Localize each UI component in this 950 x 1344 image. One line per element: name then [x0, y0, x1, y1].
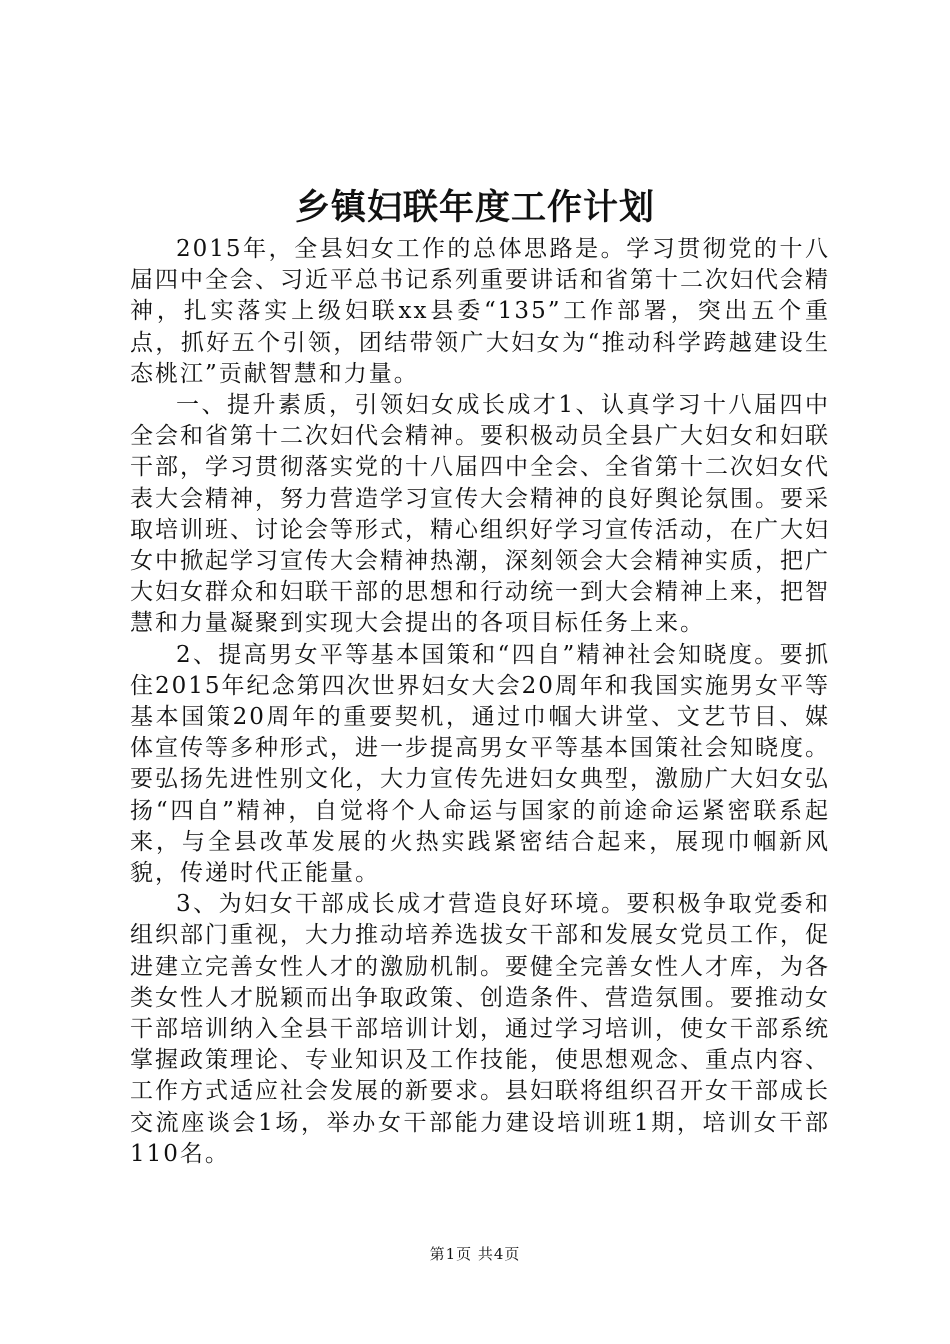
paragraph-section-3: 3、为妇女干部成长成才营造良好环境。要积极争取党委和组织部门重视，大力推动培养选拔女干部和发展女党员工作，促进建立完善女性人才的激励机制。要健全完善女性人才库，为各类女性人才脱颖而出争取政策、创造条件、营造氛围。要推动女干部培训纳入全县干部培训计划，通过学习培训，使女干部系统掌握政策理论、专业知识及工作技能，使思想观念、重点内容、工作方式适应社会发展的新要求。县妇联将组织召开女干部成长交流座谈会1场，举办女干部能力建设培训班1期，培训女干部110名。 [130, 891, 830, 1167]
document-title: 乡镇妇联年度工作计划 [294, 188, 655, 228]
paragraph-section-2: 2、提高男女平等基本国策和“四自”精神社会知晓度。要抓住2015年纪念第四次世界妇女大会20周年和我国实施男女平等基本国策20周年的重要契机，通过巾帼大讲堂、文艺节目、媒体宣传等多种形式，进一步提高男女平等基本国策社会知晓度。要弘扬先进性别文化，大力宣传先进妇女典型，激励广大妇女弘扬“四自”精神，自觉将个人命运与国家的前途命运紧密联系起来，与全县改革发展的火热实践紧密结合起来，展现巾帼新风貌，传递时代正能量。 [130, 641, 830, 887]
page-number: 第1页 共4页 [429, 1245, 521, 1263]
document-body [130, 234, 830, 1170]
paragraph-section-1: 一、提升素质，引领妇女成长成才1、认真学习十八届四中全会和省第十二次妇代会精神。要积极动员全县广大妇女和妇联干部，学习贯彻落实党的十八届四中全会、全省第十二次妇女代表大会精神，努力营造学习宣传大会精神的良好舆论氛围。要采取培训班、讨论会等形式，精心组织好学习宣传活动，在广大妇女中掀起学习宣传大会精神热潮，深刻领会大会精神实质，把广大妇女群众和妇联干部的思想和行动统一到大会精神上来，把智慧和力量凝聚到实现大会提出的各项目标任务上来。 [130, 392, 830, 637]
page-footer [0, 1244, 950, 1264]
paragraph-overview: 2015年，全县妇女工作的总体思路是。学习贯彻党的十八届四中全会、习近平总书记系列重要讲话和省第十二次妇代会精神，扎实落实上级妇联xx县委“135”工作部署，突出五个重点，抓好五个引领，团结带领广大妇女为“推动科学跨越建设生态桃江”贡献智慧和力量。 [130, 236, 830, 387]
